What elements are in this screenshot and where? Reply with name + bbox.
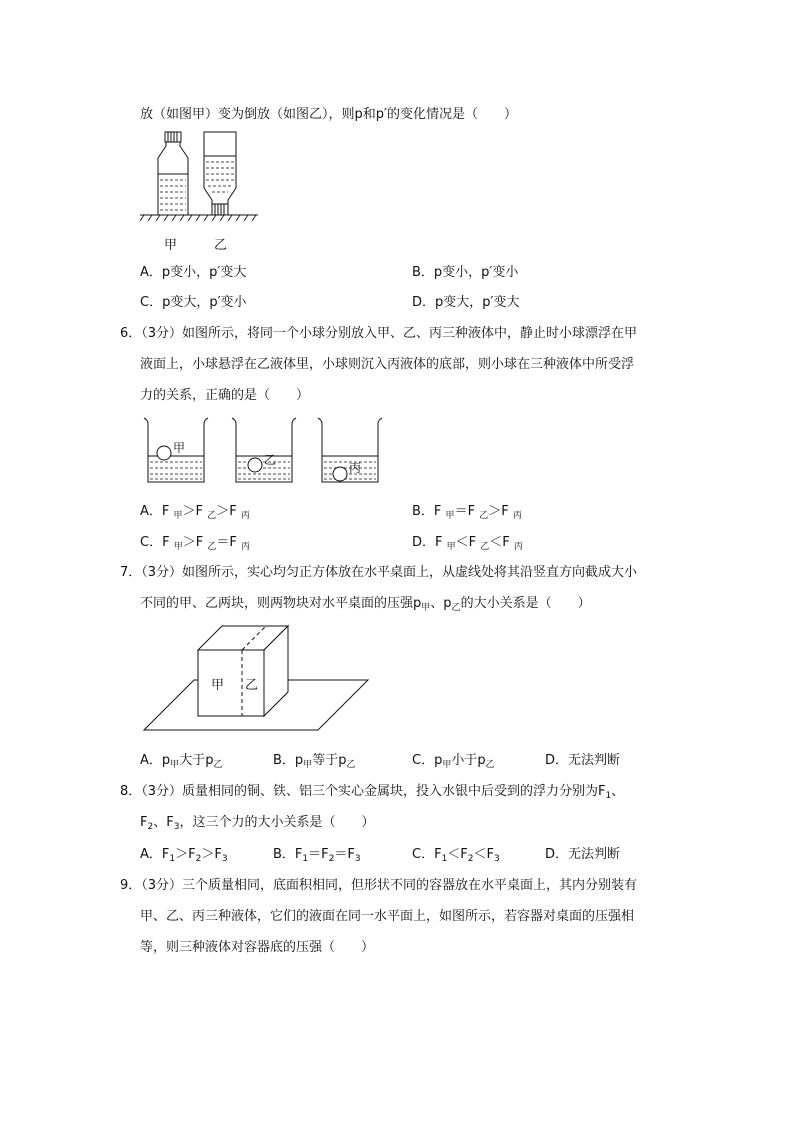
q9-stem-line-3: 等，则三种液体对容器底的压强（ ） [140, 940, 375, 955]
q5-option-a[interactable]: A．p变小，p′变大 [140, 265, 247, 280]
q8-option-d[interactable]: D．无法判断 [545, 847, 621, 862]
q5-option-c[interactable]: C．p变大，p′变小 [140, 295, 247, 310]
q9-stem-line-2: 甲、乙、丙三种液体，它们的液面在同一水平面上，如图所示，若容器对桌面的压强相 [140, 909, 635, 924]
q6-option-c[interactable]: C．F $_甲$＞F $_乙$＝F $_丙$ [140, 535, 250, 552]
q8-stem-line-2: $F_2$、$F_3$，这三个力的大小关系是（ ） [140, 815, 375, 832]
q6-fig-label-bing: 丙 [349, 461, 362, 475]
q5-stem-tail: 放（如图甲）变为倒放（如图乙），则p和p′的变化情况是（ ） [140, 107, 517, 122]
q8-option-a[interactable]: A．$F_1>F_2>F_3$ [140, 847, 228, 864]
q8-option-c[interactable]: C．$F_1<F_2<F_3$ [412, 847, 500, 864]
q7-option-b[interactable]: B．$p_甲$等于$p_乙$ [273, 753, 356, 770]
q9-stem-line-1: 9．（3分）三个质量相同，底面积相同，但形状不同的容器放在水平桌面上，其内分别装有 [120, 878, 638, 893]
q6-stem-line-2: 液面上，小球悬浮在乙液体里，小球则沉入丙液体的底部，则小球在三种液体中所受浮 [140, 357, 635, 372]
q7-option-c[interactable]: C．$p_甲$小于$p_乙$ [412, 753, 495, 770]
q7-option-d[interactable]: D．无法判断 [545, 753, 621, 768]
q6-stem-line-3: 力的关系，正确的是（ ） [140, 388, 310, 403]
q6-fig-label-jia: 甲 [173, 441, 186, 455]
q5-bottles-figure [140, 128, 260, 228]
q8-option-b[interactable]: B．$F_1=F_2=F_3$ [273, 847, 361, 864]
q7-fig-label-yi: 乙 [245, 678, 259, 693]
q6-fig-label-yi: 乙 [264, 453, 277, 467]
q6-option-a[interactable]: A．F $_甲$＞F $_乙$＞F $_丙$ [140, 504, 250, 521]
q6-option-d[interactable]: D．F $_甲$＜F $_乙$＜F $_丙$ [412, 535, 523, 552]
q6-stem-line-1: 6．（3分）如图所示，将同一个小球分别放入甲、乙、丙三种液体中，静止时小球漂浮在甲 [120, 326, 638, 341]
q8-stem-line-1: 8．（3分）质量相同的铜、铁、铝三个实心金属块，投入水银中后受到的浮力分别为$F_1$、 [120, 784, 625, 801]
q6-option-b[interactable]: B．F $_甲$＝F $_乙$＞F $_丙$ [412, 504, 522, 521]
q7-option-a[interactable]: A．$p_甲$大于$p_乙$ [140, 753, 223, 770]
q7-fig-label-jia: 甲 [211, 678, 225, 693]
q7-stem-line-1: 7．（3分）如图所示，实心均匀正方体放在水平桌面上，从虚线处将其沿竖直方向截成大小 [120, 565, 638, 580]
q5-fig-label-jia: 甲 [164, 238, 178, 253]
q5-option-b[interactable]: B．p变小，p′变小 [412, 265, 519, 280]
q5-option-d[interactable]: D．p变大，p′变大 [412, 295, 520, 310]
q7-stem-line-2: 不同的甲、乙两块，则两物块对水平桌面的压强$p_甲$、$p_乙$的大小关系是（ ） [140, 596, 591, 613]
q5-fig-label-yi: 乙 [214, 238, 228, 253]
